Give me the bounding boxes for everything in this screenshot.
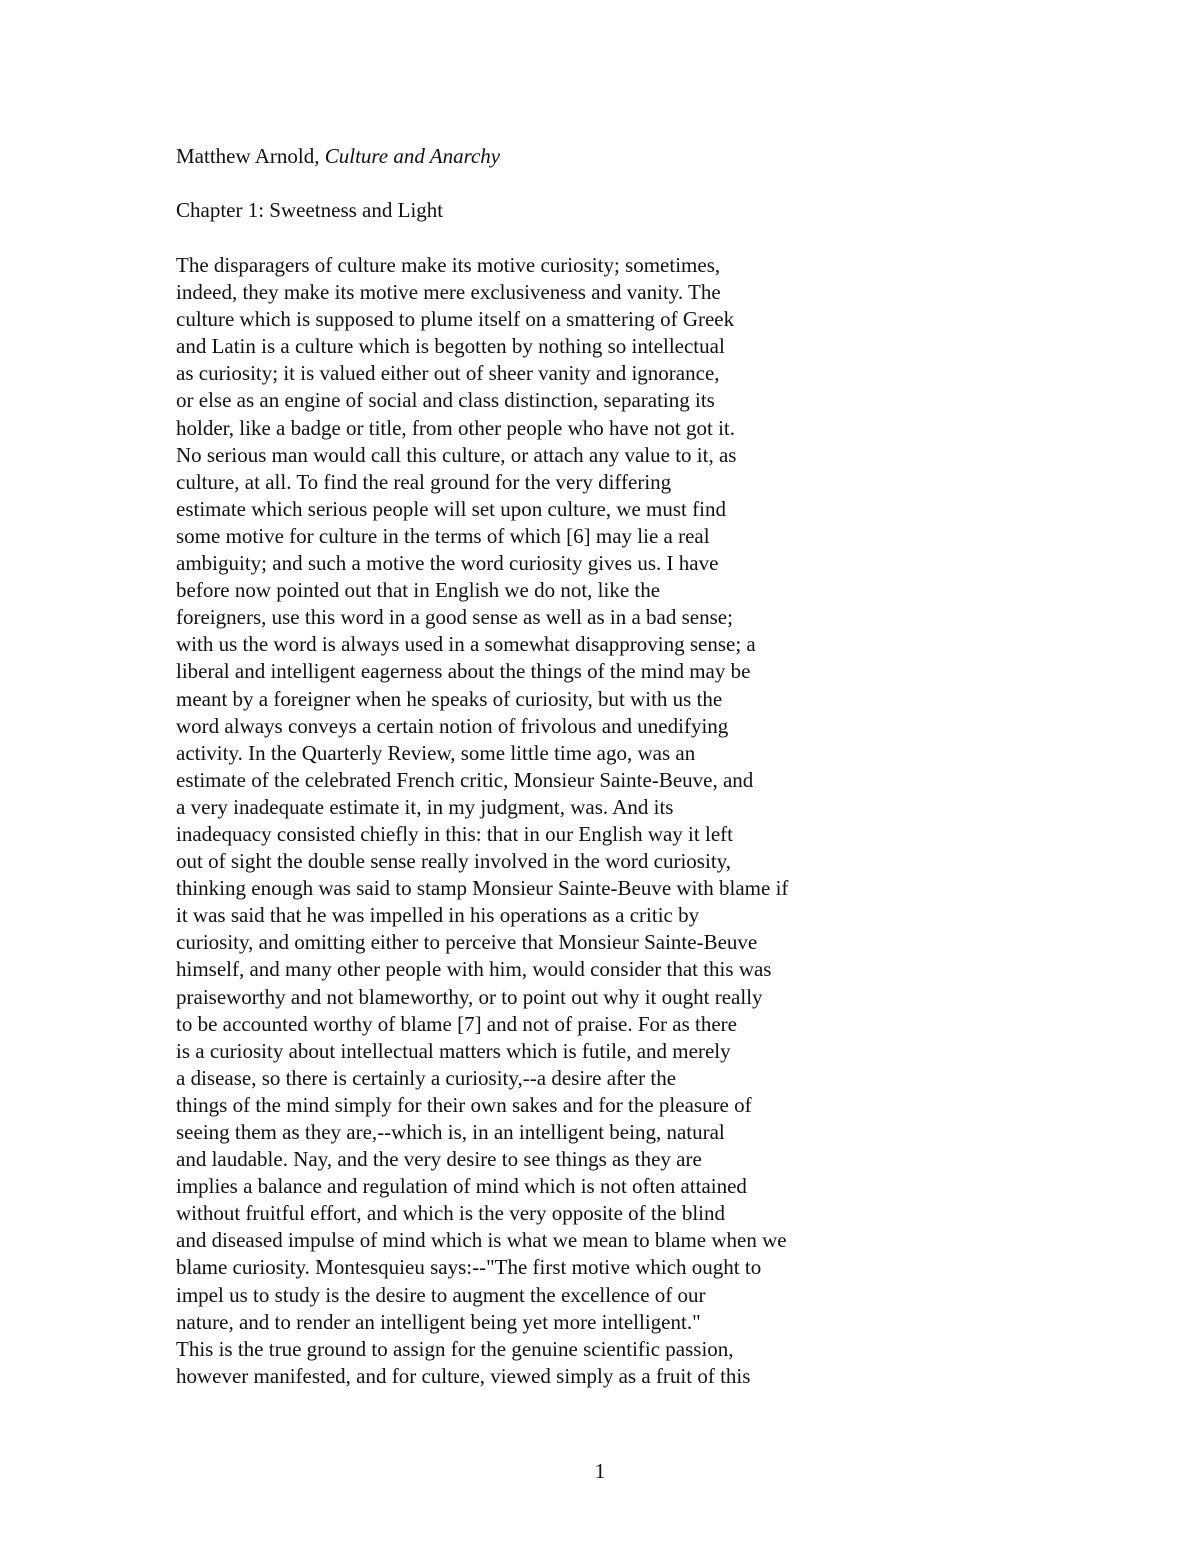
text-line: or else as an engine of social and class distinction, separating its xyxy=(176,388,715,413)
text-line: out of sight the double sense really involved in the word curiosity, xyxy=(176,849,732,874)
text-line: No serious man would call this culture, or attach any value to it, as xyxy=(176,442,737,467)
text-line: ambiguity; and such a motive the word curiosity gives us. I have xyxy=(176,551,719,576)
text-line: culture, at all. To find the real ground for the very differing xyxy=(176,469,672,494)
chapter-heading: Chapter 1: Sweetness and Light xyxy=(176,198,444,222)
text-line: praiseworthy and not blameworthy, or to point out why it ought really xyxy=(176,984,763,1009)
text-line: things of the mind simply for their own sakes and for the pleasure of xyxy=(176,1092,752,1117)
text-line: with us the word is always used in a somewhat disapproving sense; a xyxy=(176,632,756,657)
text-line: a disease, so there is certainly a curiosity,--a desire after the xyxy=(176,1065,677,1090)
text-line: without fruitful effort, and which is the very opposite of the blind xyxy=(176,1201,726,1226)
text-line: as curiosity; it is valued either out of sheer vanity and ignorance, xyxy=(176,361,720,386)
text-line: estimate of the celebrated French critic, Monsieur Sainte-Beuve, and xyxy=(176,767,754,792)
text-line: a very inadequate estimate it, in my judgment, was. And its xyxy=(176,794,674,819)
text-line: it was said that he was impelled in his operations as a critic by xyxy=(176,903,700,928)
text-line: himself, and many other people with him, would consider that this was xyxy=(176,957,772,982)
text-line: nature, and to render an intelligent being yet more intelligent." xyxy=(176,1309,701,1334)
text-line: liberal and intelligent eagerness about the things of the mind may be xyxy=(176,659,751,684)
text-line: to be accounted worthy of blame [7] and not of praise. For as there xyxy=(176,1011,737,1036)
text-line: and Latin is a culture which is begotten by nothing so intellectual xyxy=(176,334,725,359)
text-line: impel us to study is the desire to augment the excellence of our xyxy=(176,1282,706,1307)
text-line: some motive for culture in the terms of which [6] may lie a real xyxy=(176,523,710,548)
text-line: implies a balance and regulation of mind which is not often attained xyxy=(176,1174,747,1199)
author-name: Matthew Arnold, xyxy=(176,144,325,168)
text-line: seeing them as they are,--which is, in an intelligent being, natural xyxy=(176,1120,725,1144)
text-line: This is the true ground to assign for the genuine scientific passion, xyxy=(176,1336,734,1361)
text-line: is a curiosity about intellectual matters which is futile, and merely xyxy=(176,1038,731,1063)
text-line: blame curiosity. Montesquieu says:--"The first motive which ought to xyxy=(176,1255,762,1280)
text-line: inadequacy consisted chiefly in this: that in our English way it left xyxy=(176,821,733,846)
text-line: indeed, they make its motive mere exclusiveness and vanity. The xyxy=(176,280,721,305)
text-line: and laudable. Nay, and the very desire to see things as they are xyxy=(176,1147,702,1172)
text-line: before now pointed out that in English we do not, like the xyxy=(176,578,661,603)
text-line: curiosity, and omitting either to perceive that Monsieur Sainte-Beuve xyxy=(176,930,758,955)
text-line: The disparagers of culture make its motive curiosity; sometimes, xyxy=(176,253,721,277)
text-line: estimate which serious people will set upon culture, we must find xyxy=(176,496,726,521)
body-paragraph xyxy=(176,252,896,1390)
text-line: culture which is supposed to plume itself on a smattering of Greek xyxy=(176,307,735,332)
work-title: Culture and Anarchy xyxy=(324,144,501,168)
text-line: activity. In the Quarterly Review, some little time ago, was an xyxy=(176,740,696,765)
page-number: 1 xyxy=(594,1459,606,1483)
text-line: word always conveys a certain notion of frivolous and unedifying xyxy=(176,713,729,738)
text-line: holder, like a badge or title, from other people who have not got it. xyxy=(176,415,736,440)
text-line: meant by a foreigner when he speaks of curiosity, but with us the xyxy=(176,686,723,711)
text-line: foreigners, use this word in a good sense as well as in a bad sense; xyxy=(176,605,733,630)
text-line: and diseased impulse of mind which is what we mean to blame when we xyxy=(176,1228,787,1253)
text-line: thinking enough was said to stamp Monsieur Sainte-Beuve with blame if xyxy=(176,876,789,901)
document-title xyxy=(176,143,500,170)
text-line: however manifested, and for culture, viewed simply as a fruit of this xyxy=(176,1363,751,1388)
